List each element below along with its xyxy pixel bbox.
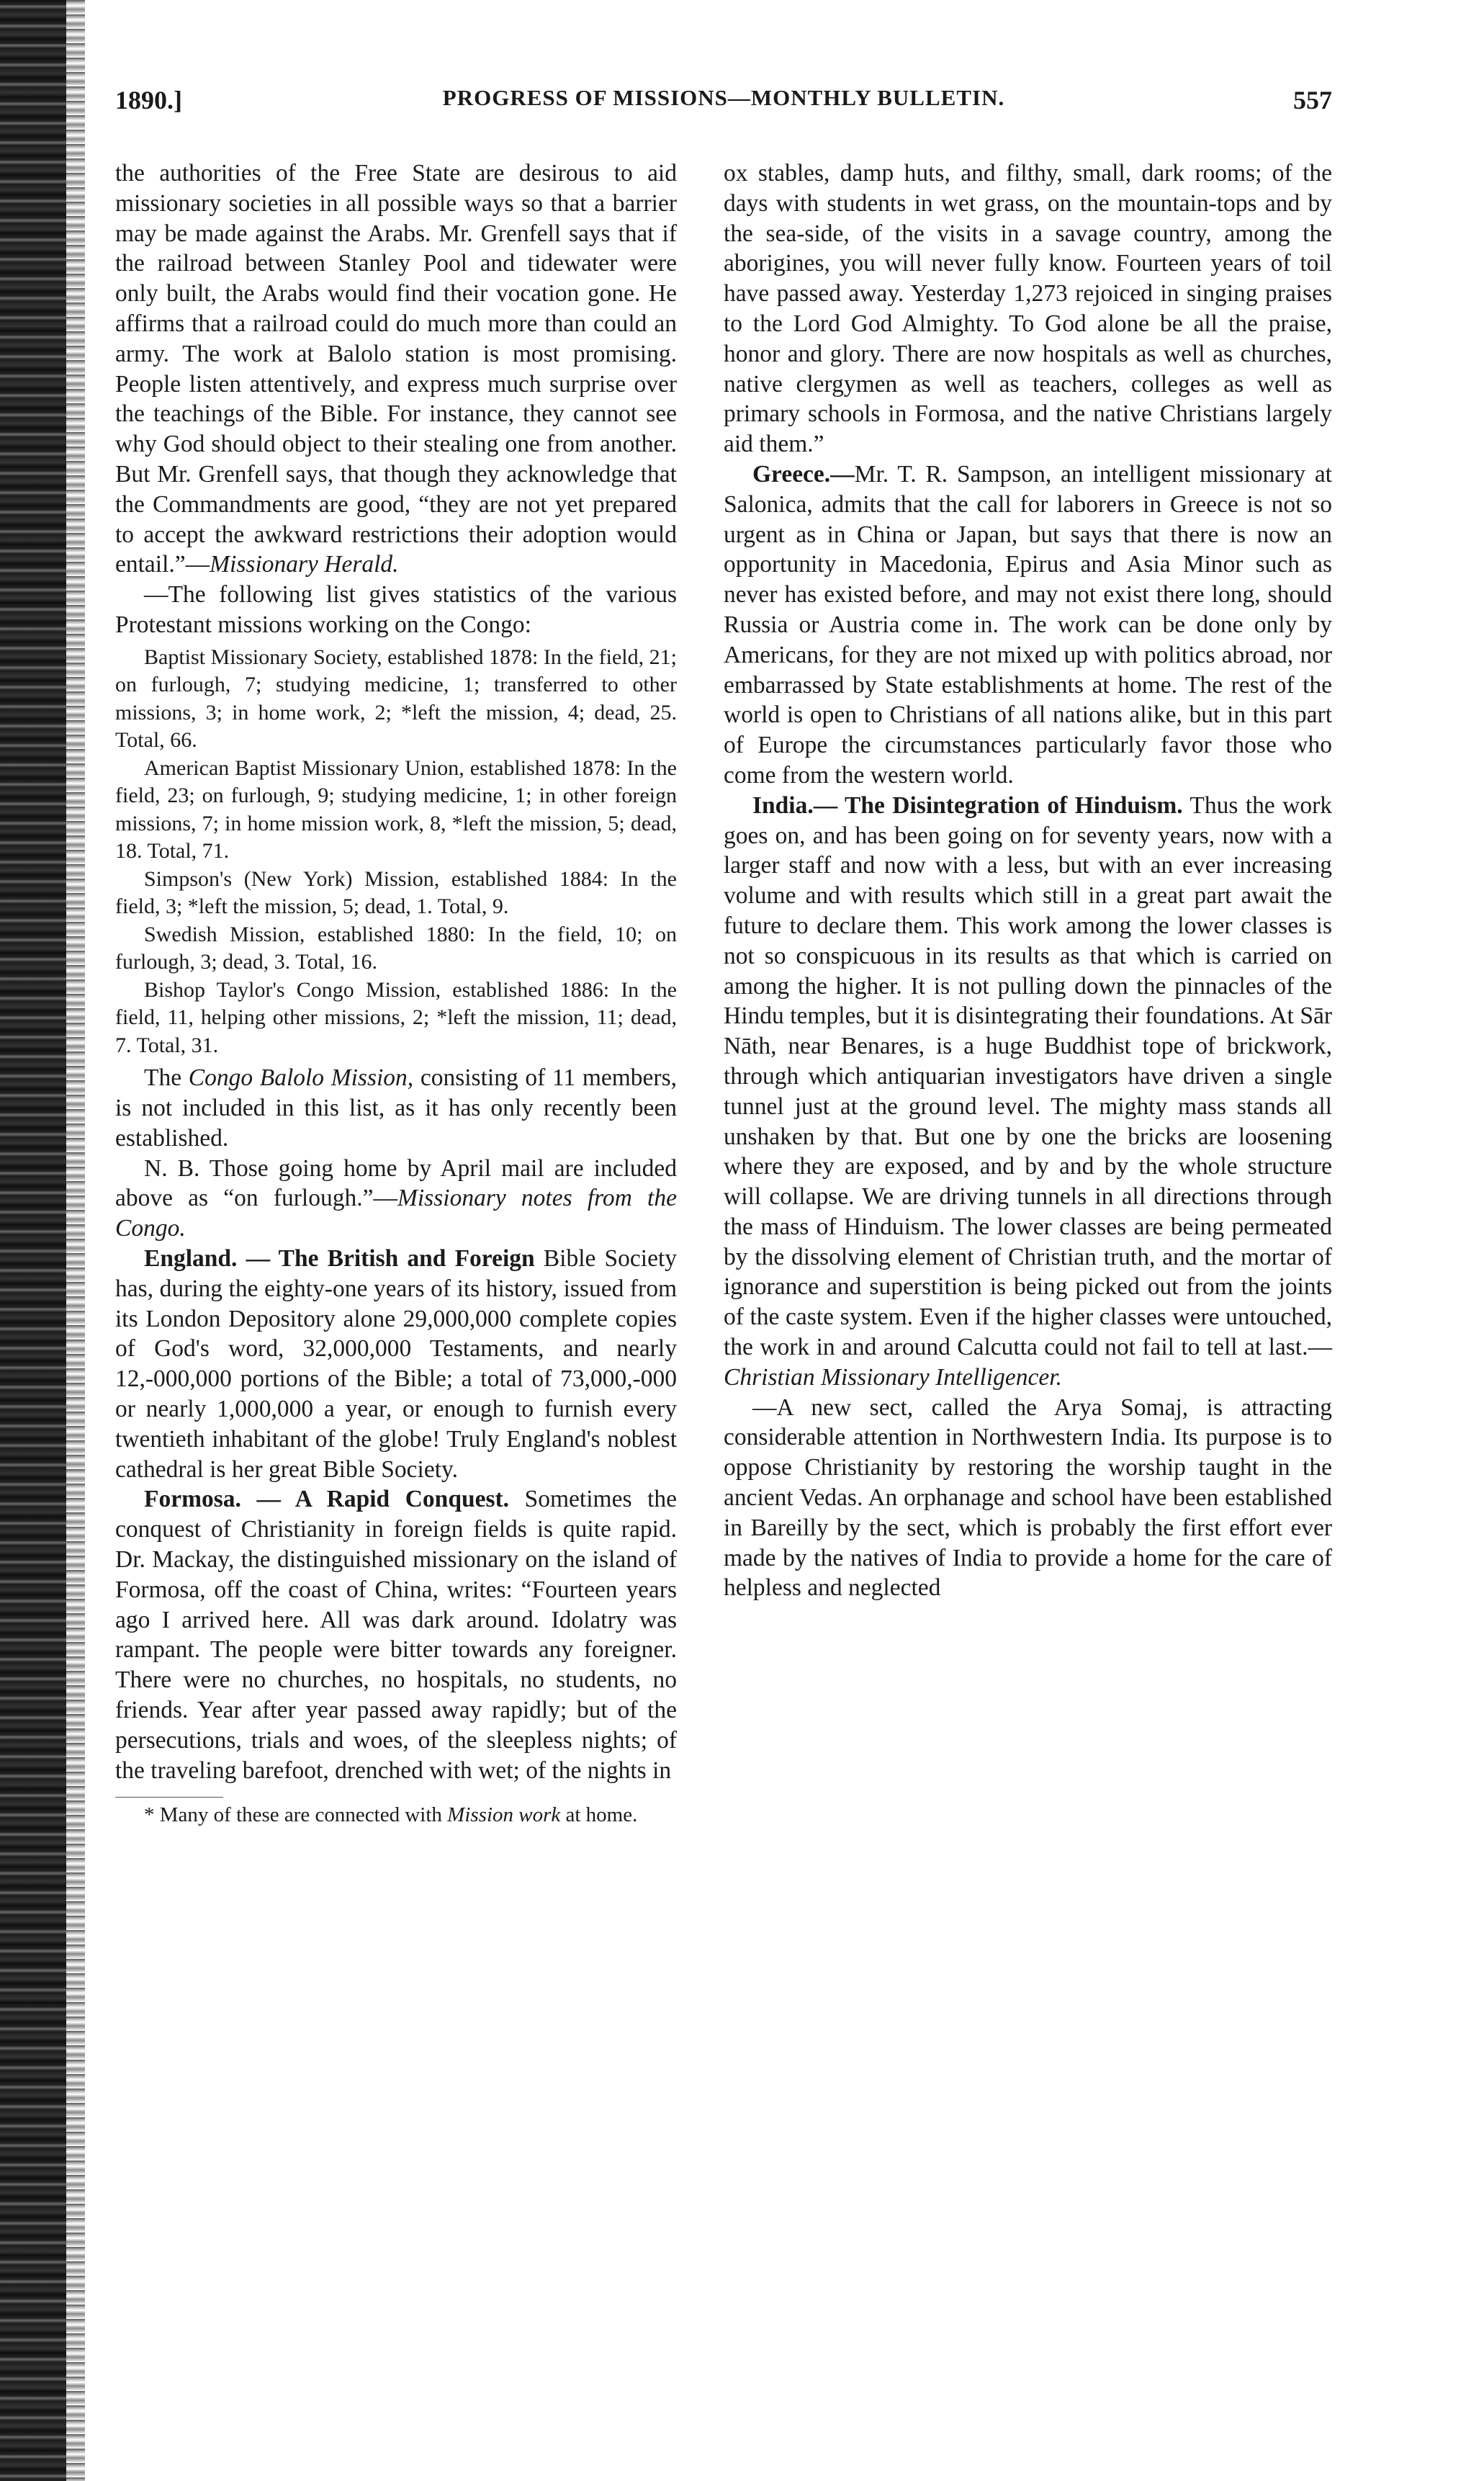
paragraph-formosa: Formosa. — A Rapid Conquest. Sometimes the conquest of Christianity in foreign fields is quite rapid. Dr. Mackay, the distinguished missionary on the island of Formosa, off the coast of China, writes: “Fourteen years ago I arrived here. All was dark around. Idolatry was rampant. The people were bitter towards any foreigner. There were no churches, no hospitals, no students, no friends. Year after year passed away rapidly; but of the persecutions, trials and woes, of the sleepless nights; of the traveling barefoot, drenched with wet; of the nights in [115,1486,677,1784]
paragraph-formosa-continuation: ox stables, damp huts, and filthy, small, dark rooms; of the days with students in wet grass, on the mountain-tops and by the sea-side, of the visits in a savage country, among the aborigines, you will never fully know. Fourteen years of toil have passed away. Yesterday 1,273 rejoiced in singing praises to the Lord God Almighty. To God alone be all the praise, honor and glory. There are now hospitals as well as churches, native clergymen as well as teachers, colleges as well as primary schools in Formosa, and the native Christians largely aid them.” [724,160,1332,458]
page-number: 557 [1293,86,1332,115]
source-citation: Missionary Herald. [210,551,399,578]
footnote-divider [115,1797,223,1798]
paragraph-congo-statistics-intro: —The following list gives statistics of the various Protestant missions working on the Congo: [115,581,677,638]
section-heading-india: India.— The Disintegration of Hinduism. [752,791,1183,819]
stat-entry-simpson-mission: Simpson's (New York) Mission, established 1884: In the field, 3; *left the mission, 5; dead, 1. Total, 9. [115,866,677,919]
header-title: PROGRESS OF MISSIONS—MONTHLY BULLETIN. [442,85,1005,110]
paragraph-india: India.— The Disintegration of Hinduism. Thus the work goes on, and has been going on for seventy years, now with a larger staff and now with a less, but with an ever increasing volume and with results which still in a great part await the future to declare them. This work among the lower classes is not so conspicuous in its results as that which is carried on among the higher. It is not pulling down the pinnacles of the Hindu temples, but it is disintegrating their foundations. At Sār Nāth, near Benares, is a huge Buddhist tope of brickwork, through which antiquarian investigators have driven a single tunnel just at the ground level. The mighty mass stands all unshaken by that. But one by one the bricks are loosening where they are exposed, and by and by the whole structure will collapse. We are driving tunnels in all directions through the mass of Hinduism. The lower classes are being permeated by the dissolving element of Christian truth, and the mortar of ignorance and superstition is being picked out from the joints of the caste system. Even if the higher classes were untouched, the work in and around Calcutta could not fail to tell at last.—Christian Missionary Intelligencer. [724,791,1332,1391]
paragraph-england: England. — The British and Foreign Bible Society has, during the eighty-one years of its history, issued from its London Depository alone 29,000,000 complete copies of God's word, 32,000,000 Testaments, and nearly 12,-000,000 portions of the Bible; a total of 73,000,-000 or nearly 1,000,000 a year, or enough to furnish every twentieth inhabitant of the globe! Truly England's noblest cathedral is her great Bible Society. [115,1245,678,1483]
section-heading-england: England. — The British and Foreign [144,1245,535,1273]
footnote: * Many of these are connected with Mission work at home. [144,1803,638,1827]
left-column [115,158,677,1829]
stat-entry-american-baptist-union: American Baptist Missionary Union, established 1878: In the field, 23; on furlough, 9; studying medicine, 1; in other foreign missions, 7; in home mission work, 8, *left the mission, 5; dead, 18. Total, 71. [115,755,677,863]
source-citation: Missionary notes from the Congo. [115,1185,677,1242]
running-header [115,85,1332,128]
stat-entry-swedish-mission: Swedish Mission, established 1880: In the field, 10; on furlough, 3; dead, 3. Total, 16. [115,922,677,974]
paragraph-congo-balolo-mission: The Congo Balolo Mission, consisting of 11 members, is not included in this list, as it has only recently been established. [115,1064,677,1152]
paragraph-balolo-continuation: the authorities of the Free State are desirous to aid missionary societies in all possible ways so that a barrier may be made against the Arabs. Mr. Grenfell says that if the railroad between Stanley Pool and tidewater were only built, the Arabs would find their vocation gone. He affirms that a railroad could do much more than could an army. The work at Balolo station is most promising. People listen attentively, and express much surprise over the teachings of the Bible. For instance, they cannot see why God should object to their stealing one from another. But Mr. Grenfell says, that though they acknowledge that the Commandments are good, “they are not yet prepared to accept the awkward restrictions their adoption would entail.”—Missionary Herald. [115,160,677,578]
right-column [724,158,1332,1603]
section-heading-greece: Greece.— [752,460,855,488]
paragraph-arya-somaj: —A new sect, called the Arya Somaj, is attracting considerable attention in Northwestern India. Its purpose is to oppose Christianity by restoring the worship taught in the ancient Vedas. An orphanage and school have been established in Bareilly by the sect, which is probably the first effort ever made by the natives of India to provide a home for the care of helpless and neglected [724,1394,1332,1602]
stat-entry-baptist-missionary-society: Baptist Missionary Society, established 1878: In the field, 21; on furlough, 7; studying medicine, 1; transferred to other missions, 3; in home work, 2; *left the mission, 4; dead, 25. Total, 66. [115,645,677,753]
section-heading-formosa: Formosa. — A Rapid Conquest. [144,1486,510,1513]
paragraph-greece: Greece.—Mr. T. R. Sampson, an intelligent missionary at Salonica, admits that the call for laborers in Greece is not so urgent as in China or Japan, but says that there is now an opportunity in Macedonia, Epirus and Asia Minor such as never has existed before, and may not exist there long, should Russia or Austria come in. The work can be done only by Americans, for they are not mixed up with politics abroad, nor embarrassed by State establishments at home. The rest of the world is open to Christians of all nations alike, but in this part of Europe the circumstances particularly favor those who come from the western world. [724,460,1332,789]
book-spine-edge [0,0,66,2481]
paragraph-nota-bene: N. B. Those going home by April mail are included above as “on furlough.”—Missionary notes from the Congo. [115,1154,677,1242]
stat-entry-taylor-congo-mission: Bishop Taylor's Congo Mission, established 1886: In the field, 11, helping other missions, 2; *left the mission, 11; dead, 7. Total, 31. [115,977,677,1057]
journal-page [115,85,1332,2462]
source-citation: Christian Missionary Intelligencer. [724,1363,1062,1391]
header-year: 1890.] [115,86,182,115]
